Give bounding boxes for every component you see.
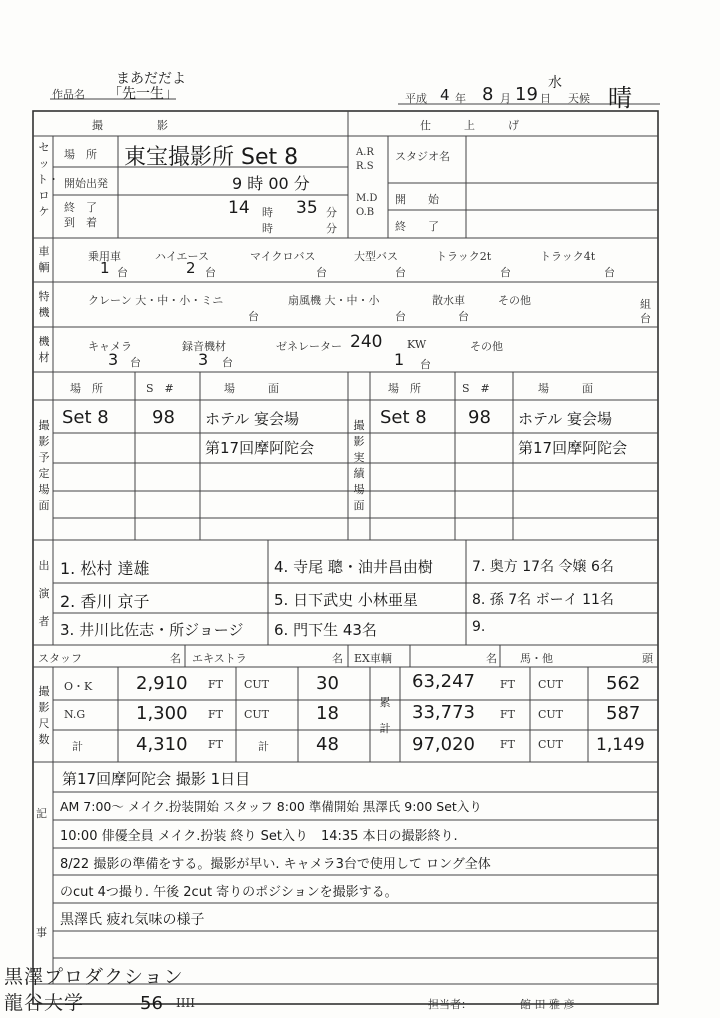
actual-scene-1: ホテル 宴会場 [518,410,613,428]
actual-col-place: 場 所 [388,382,421,395]
actual-col-s: S # [462,382,490,395]
total-label: 計 [72,740,83,753]
start-time: 9 時 00 分 [232,174,310,193]
vehicle-truck4: トラック4t [540,250,596,263]
notes-side-label-2: 事 [36,926,47,939]
work-label: 作品名 [52,88,85,101]
place-value: 東宝撮影所 Set 8 [124,145,299,170]
cumulative-side-label: 累計 [379,696,391,735]
planned-s: 98 [152,407,175,428]
sound-label: 録音機材 [182,340,226,353]
special-side-label: 特機 [38,290,50,319]
day-unit: 日 [540,92,551,105]
person-label: 担当者： [428,998,472,1011]
note-line-5: のcut 4つ撮り. 午後 2cut 寄りのポジションを撮影する。 [60,885,398,900]
ng-ft: 1,300 [136,703,188,724]
footage-side-label: 撮影尺数 [38,685,50,746]
cast-6: 6. 門下生 43名 [274,621,377,639]
page-number: 56 [140,993,163,1014]
actual-s: 98 [468,407,491,428]
ng-ft-unit: FT [208,708,223,721]
ng-cum-cut: 587 [606,703,641,724]
start-label: 開始出発 [64,177,108,190]
note-line-6: 黒澤氏 疲れ気味の様子 [60,912,205,928]
cast-1: 1. 松村 達雄 [60,559,150,578]
camera-count: 3 [108,350,119,369]
staff-label: スタッフ [38,652,82,665]
ok-cum-ft: 63,247 [412,671,475,692]
vehicle-truck2: トラック2t [436,250,492,263]
end-min-unit: 分 [326,206,337,219]
month: 8 [482,84,494,105]
planned-side-label: 撮影予定場面 [38,419,50,512]
total-ft: 4,310 [136,734,188,755]
note-line-3: 10:00 俳優全員 メイク.扮装 終り Set入り 14:35 本日の撮影終り. [60,829,458,844]
actual-side-label: 撮影実績場面 [353,419,365,512]
planned-scene-2: 第17回摩阿陀会 [205,439,315,457]
generator-kw: 240 [350,332,383,352]
planned-col-place: 場 所 [70,382,103,395]
ng-cut-unit: CUT [244,708,270,721]
weather-label: 天候 [568,92,590,105]
actual-place: Set 8 [380,407,427,428]
generator-count: 1 [394,350,405,369]
microbus-unit: 台 [316,266,327,279]
weather: 晴 [608,84,632,112]
work-name: 「先一生」 [108,86,178,102]
cast-5: 5. 日下武史 小林亜星 [274,591,418,609]
page-marks: IIII [176,996,195,1010]
notes-side-label-1: 記 [36,807,47,820]
equipment-other-label: その他 [470,340,503,353]
end-label-1: 終 了 [64,201,97,214]
studio-label: スタジオ名 [395,150,450,163]
horse-label: 馬・他 [520,652,553,665]
planned-scene-1: ホテル 宴会場 [205,410,300,428]
total-cum-cut-unit: CUT [538,738,564,751]
note-line-1: 第17回摩阿陀会 撮影 1日目 [62,770,251,788]
cast-3: 3. 井川比佐志・所ジョージ [60,621,244,639]
ok-cum-ft-unit: FT [500,678,515,691]
begin-label: 開 始 [395,193,439,206]
total-cum-ft: 97,020 [412,734,475,755]
finishing-header: 仕 上 げ [420,119,519,132]
total-cum-cut: 1,149 [596,735,645,755]
planned-col-scene: 場 面 [224,382,279,395]
group-unit: 台 [640,312,651,325]
cast-side-label: 出演者 [38,559,50,628]
car-unit: 台 [117,266,128,279]
fan-unit: 台 [395,310,406,323]
total-ft-unit: FT [208,738,223,751]
group-label: 組 [640,298,651,311]
ok-cut: 30 [316,673,339,694]
hiace-unit: 台 [205,266,216,279]
car-count: 1 [100,259,110,277]
staff-name-unit: 名 [170,652,181,665]
person-name: 館 田 雅 彦 [520,998,575,1011]
crane-label: クレーン 大・中・小・ミニ [88,294,224,307]
ok-ft: 2,910 [136,673,188,694]
ng-cum-ft: 33,773 [412,702,475,723]
weekday: 水 [548,75,562,91]
arrive-min-unit: 分 [326,222,337,235]
extra-label: エキストラ [192,652,247,665]
ng-cum-cut-unit: CUT [538,708,564,721]
fan-label: 扇風機 大・中・小 [288,294,380,307]
year-unit: 年 [455,92,466,105]
camera-unit: 台 [130,356,141,369]
cast-2: 2. 香川 京子 [60,592,150,611]
ok-cum-cut: 562 [606,673,641,694]
truck2-unit: 台 [500,266,511,279]
crane-unit: 台 [248,310,259,323]
ng-cum-ft-unit: FT [500,708,515,721]
kw-label: KW [407,338,427,351]
ok-cut-unit: CUT [244,678,270,691]
note-line-2: AM 7:00～ メイク.扮装開始 スタッフ 8:00 準備開始 黒澤氏 9:00 Set入り [60,799,482,814]
head-label: 頭 [642,652,653,665]
cast-7: 7. 奥方 17名 令嬢 6名 [472,559,614,575]
actual-scene-2: 第17回摩阿陀会 [518,439,628,457]
ok-ft-unit: FT [208,678,223,691]
equipment-side-label: 機材 [38,335,50,364]
shooting-header: 撮 影 [92,119,170,132]
ar-label: A.R R.S [356,147,374,172]
planned-col-s: S # [146,382,174,395]
note-line-4: 8/22 撮影の準備をする。撮影が早い. キャメラ3台で使用して ロング全体 [60,857,491,872]
day: 19 [515,84,538,105]
camera-label: キャメラ [88,340,132,353]
cast-9: 9. [472,619,486,635]
ng-cut: 18 [316,703,339,724]
total-cut: 48 [316,734,339,755]
vehicles-side-label: 車輌 [38,245,50,274]
bus-unit: 台 [395,266,406,279]
water-label: 散水車 [432,294,465,307]
hiace-count: 2 [186,259,196,277]
sound-count: 3 [198,350,209,369]
end-hour-unit: 時 [262,206,273,219]
watermark-production: 黒澤プロダクション [4,966,184,988]
month-unit: 月 [500,92,511,105]
planned-place: Set 8 [62,407,109,428]
water-unit: 台 [458,310,469,323]
title-small: まあだだよ [116,71,186,87]
finish-label: 終 了 [395,220,439,233]
vehicle-car: 乗用車 [88,250,121,263]
cast-4: 4. 寺尾 聰・油井昌由樹 [274,558,433,576]
vehicle-hiace: ハイエース [155,250,210,263]
ex-name-unit: 名 [486,652,497,665]
special-other-label: その他 [498,294,531,307]
ok-cum-cut-unit: CUT [538,678,564,691]
watermark-university: 龍谷大学 [4,992,85,1014]
end-min: 35 [296,198,318,218]
place-label: 場 所 [64,148,97,161]
total-cut-label: 計 [258,740,269,753]
era-label: 平成 [405,92,427,105]
total-cum-ft-unit: FT [500,738,515,751]
ex-vehicle-label: EX車輌 [354,652,392,665]
md-label: M.D O.B [356,193,378,218]
end-label-2: 到 着 [64,216,97,229]
year: 4 [440,86,450,104]
extra-name-unit: 名 [332,652,343,665]
cast-8: 8. 孫 7名 ボーイ 11名 [472,592,614,608]
vehicle-microbus: マイクロバス [250,250,316,263]
vehicle-bus: 大型バス [354,250,398,263]
ng-label: N.G [64,708,86,721]
ok-label: O・K [64,680,93,693]
arrive-hour-unit: 時 [262,222,273,235]
actual-col-scene: 場 面 [538,382,593,395]
set-loc-side-label: セット・ロケ [37,141,59,218]
truck4-unit: 台 [604,266,615,279]
generator-unit: 台 [420,358,431,371]
sound-unit: 台 [222,356,233,369]
generator-label: ゼネレーター [276,340,342,353]
end-hour: 14 [228,198,250,218]
